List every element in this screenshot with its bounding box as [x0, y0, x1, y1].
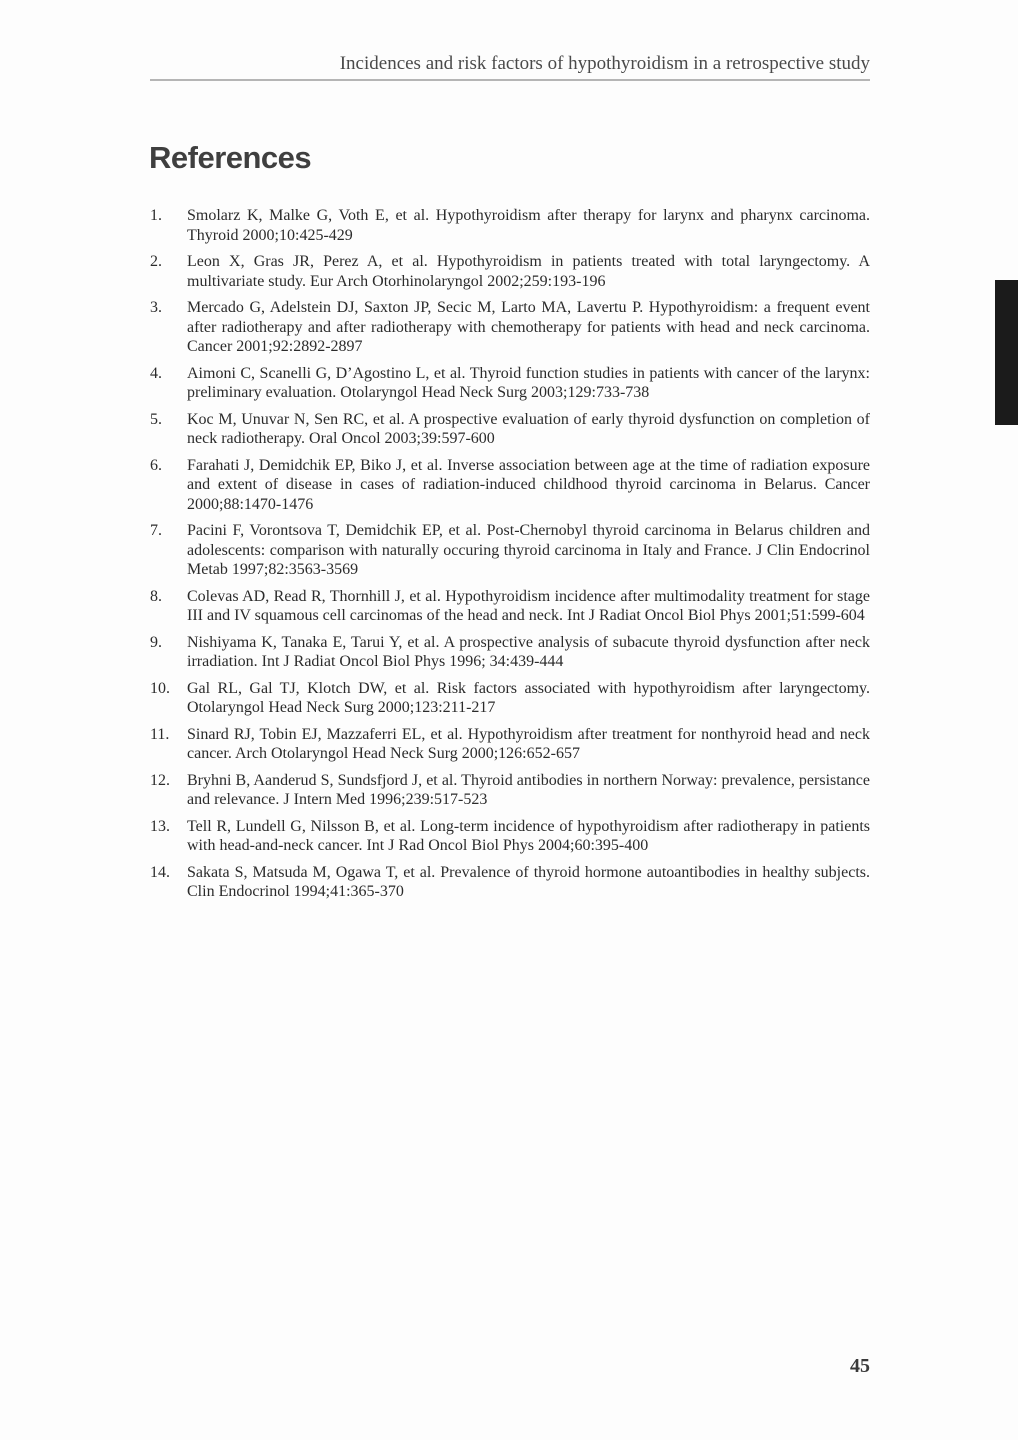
reference-text: Tell R, Lundell G, Nilsson B, et al. Long-term incidence of hypothyroidism after radiotherapy in patients with head-and-neck cancer. Int J Rad Oncol Biol Phys 2004;60:395-400 [187, 817, 870, 854]
reference-text: Bryhni B, Aanderud S, Sundsfjord J, et al. Thyroid antibodies in northern Norway: prevalence, persistance and relevance. J Intern Med 1996;239:517-523 [187, 771, 870, 808]
reference-text: Colevas AD, Read R, Thornhill J, et al. Hypothyroidism incidence after multimodality treatment for stage III and IV squamous cell carcinomas of the head and neck. Int J Radiat Oncol Biol Phys 2001;51:599-604 [187, 587, 870, 624]
header-rule [150, 79, 870, 81]
reference-item [150, 725, 870, 764]
reference-number: 2. [150, 253, 162, 270]
reference-text: Gal RL, Gal TJ, Klotch DW, et al. Risk factors associated with hypothyroidism after laryngectomy. Otolaryngol Head Neck Surg 2000;123:211-217 [187, 679, 870, 716]
reference-text: Pacini F, Vorontsova T, Demidchik EP, et al. Post-Chernobyl thyroid carcinoma in Belarus children and adolescents: comparison with naturally occuring thyroid carcinoma in Italy and France. J Clin Endocrinol Metab 1997;82:3563-3569 [187, 522, 870, 578]
page-number: 45 [850, 1355, 870, 1377]
reference-number: 8. [150, 587, 162, 605]
reference-number: 14. [150, 863, 170, 881]
reference-item [150, 206, 870, 245]
reference-list [150, 206, 870, 909]
reference-text: Farahati J, Demidchik EP, Biko J, et al. Inverse association between age at the time of radiation exposure and extent of disease in cases of radiation-induced childhood thyroid carcinoma in Belarus. Cancer 2000;88:1470-1476 [187, 456, 870, 513]
reference-text: Mercado G, Adelstein DJ, Saxton JP, Secic M, Larto MA, Lavertu P. Hypothyroidism: a frequent event after radiotherapy and after radiotherapy with chemotherapy for patients with head and neck carcinoma. Cancer 2001;92:2892-2897 [187, 299, 870, 355]
reference-text: Leon X, Gras JR, Perez A, et al. Hypothyroidism in patients treated with total laryngectomy. A multivariate study. Eur Arch Otorhinolaryngol 2002;259:193-196 [187, 253, 870, 290]
reference-number: 4. [150, 364, 162, 382]
reference-text: Nishiyama K, Tanaka E, Tarui Y, et al. A prospective analysis of subacute thyroid dysfunction after neck irradiation. Int J Radiat Oncol Biol Phys 1996; 34:439-444 [187, 633, 870, 670]
reference-item [150, 863, 870, 902]
reference-item [150, 298, 870, 357]
section-title: References [149, 140, 312, 175]
reference-item [150, 364, 870, 403]
reference-item [150, 410, 870, 449]
reference-number: 3. [150, 299, 162, 316]
reference-item [150, 771, 870, 810]
reference-text: Koc M, Unuvar N, Sen RC, et al. A prospective evaluation of early thyroid dysfunction on completion of neck radiotherapy. Oral Oncol 2003;39:597-600 [187, 410, 870, 447]
reference-item [150, 521, 870, 580]
chapter-thumb-tab [995, 280, 1018, 425]
reference-text: Sinard RJ, Tobin EJ, Mazzaferri EL, et al. Hypothyroidism after treatment for nonthyroid head and neck cancer. Arch Otolaryngol Head Neck Surg 2000;126:652-657 [187, 725, 870, 762]
reference-number: 6. [150, 456, 162, 474]
reference-number: 10. [150, 679, 170, 697]
reference-number: 1. [150, 207, 162, 224]
reference-item [150, 252, 870, 291]
reference-item [150, 456, 870, 515]
reference-text: Smolarz K, Malke G, Voth E, et al. Hypothyroidism after therapy for larynx and pharynx carcinoma. Thyroid 2000;10:425-429 [187, 207, 870, 244]
reference-text: Aimoni C, Scanelli G, D’Agostino L, et al. Thyroid function studies in patients with cancer of the larynx: preliminary evaluation. Otolaryngol Head Neck Surg 2003;129:733-738 [187, 364, 870, 401]
reference-text: Sakata S, Matsuda M, Ogawa T, et al. Prevalence of thyroid hormone autoantibodies in healthy subjects. Clin Endocrinol 1994;41:365-370 [187, 863, 870, 900]
reference-item [150, 679, 870, 718]
reference-number: 9. [150, 633, 162, 651]
reference-number: 13. [150, 817, 170, 835]
reference-number: 12. [150, 771, 170, 789]
running-head: Incidences and risk factors of hypothyroidism in a retrospective study [339, 53, 870, 74]
reference-number: 7. [150, 522, 162, 539]
reference-number: 11. [150, 725, 170, 743]
reference-item [150, 587, 870, 626]
reference-item [150, 817, 870, 856]
reference-number: 5. [150, 410, 162, 428]
reference-item [150, 633, 870, 672]
